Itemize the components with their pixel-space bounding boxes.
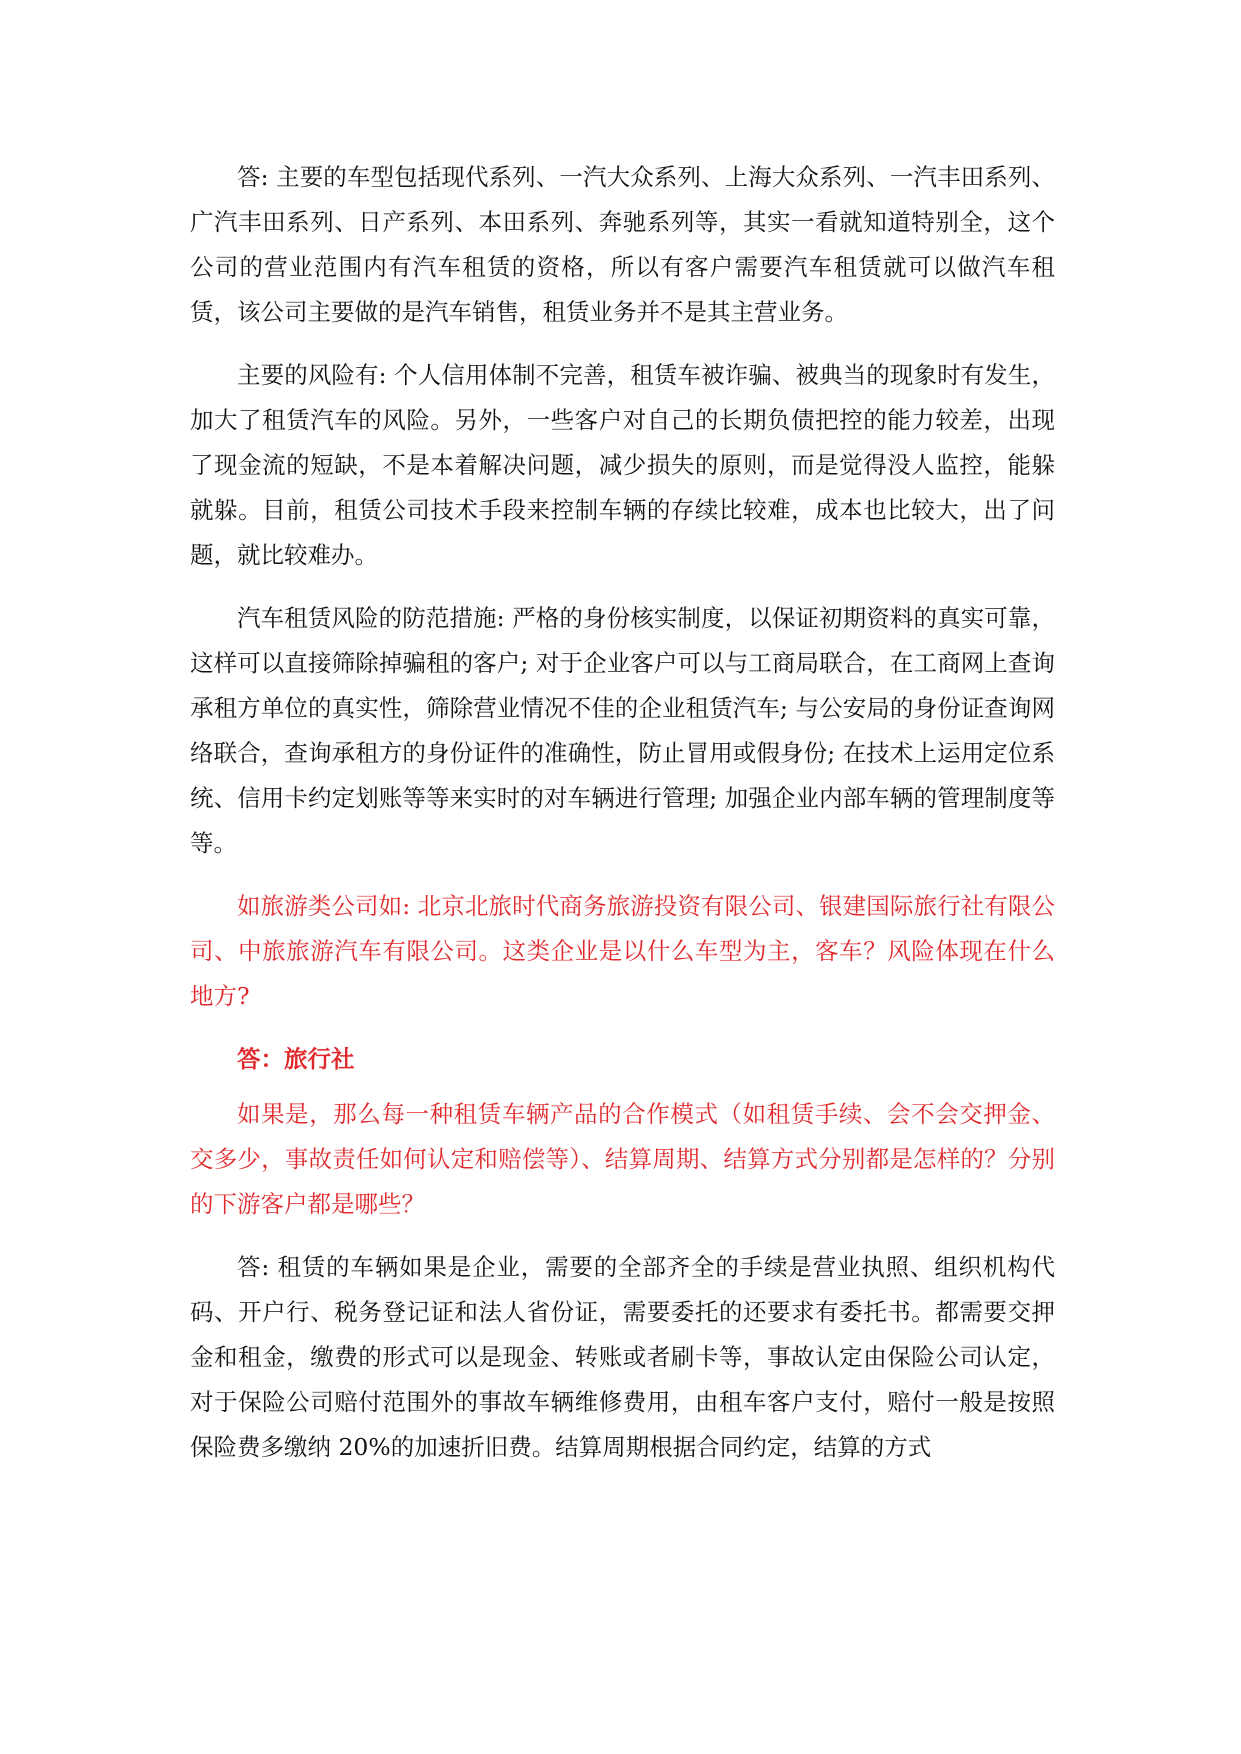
answer-vehicle-models-paragraph: 答: 主要的车型包括现代系列、一汽大众系列、上海大众系列、一汽丰田系列、广汽丰田系列、日产系列、本田系列、奔驰系列等，其实一看就知道特别全，这个公司的营业范围内有汽车租赁的资格，所以有客户需要汽车租赁就可以做汽车租赁，该公司主要做的是汽车销售，租赁业务并不是其主营业务。 (190, 163, 1055, 326)
risk-prevention-paragraph: 汽车租赁风险的防范措施: 严格的身份核实制度，以保证初期资料的真实可靠，这样可以直接筛除掉骗租的客户; 对于企业客户可以与工商局联合，在工商网上查询承租方单位的真实性，筛除营业情况不佳的企业租赁汽车; 与公安局的身份证查询网络联合，查询承租方的身份证件的准确性，防止冒用或假身份; 在技术上运用定位系统、信用卡约定划账等等来实时的对车辆进行管理; 加强企业内部车辆的管理制度等等。 (190, 604, 1055, 857)
travel-company-question-paragraph: 如旅游类公司如: 北京北旅时代商务旅游投资有限公司、银建国际旅行社有限公司、中旅旅游汽车有限公司。这类企业是以什么车型为主，客车？风险体现在什么地方? (190, 892, 1055, 1010)
main-risks-paragraph: 主要的风险有: 个人信用体制不完善，租赁车被诈骗、被典当的现象时有发生，加大了租赁汽车的风险。另外，一些客户对自己的长期负债把控的能力较差，出现了现金流的短缺，不是本着解决问题，减少损失的原则，而是觉得没人监控，能躲就躲。目前，租赁公司技术手段来控制车辆的存续比较难，成本也比较大，出了问题，就比较难办。 (190, 361, 1055, 569)
cooperation-mode-question-paragraph: 如果是，那么每一种租赁车辆产品的合作模式（如租赁手续、会不会交押金、交多少，事故责任如何认定和赔偿等）、结算周期、结算方式分别都是怎样的？分别的下游客户都是哪些？ (190, 1100, 1055, 1218)
leasing-procedure-answer-paragraph: 答: 租赁的车辆如果是企业，需要的全部齐全的手续是营业执照、组织机构代码、开户行、税务登记证和法人省份证，需要委托的还要求有委托书。都需要交押金和租金，缴费的形式可以是现金、转账或者刷卡等，事故认定由保险公司认定，对于保险公司赔付范围外的事故车辆维修费用，由租车客户支付，赔付一般是按照保险费多缴纳 20%的加速折旧费。结算周期根据合同约定，结算的方式 (190, 1253, 1055, 1461)
document-page (190, 155, 1055, 1488)
travel-agency-answer-paragraph: 答：旅行社 (237, 1045, 355, 1073)
